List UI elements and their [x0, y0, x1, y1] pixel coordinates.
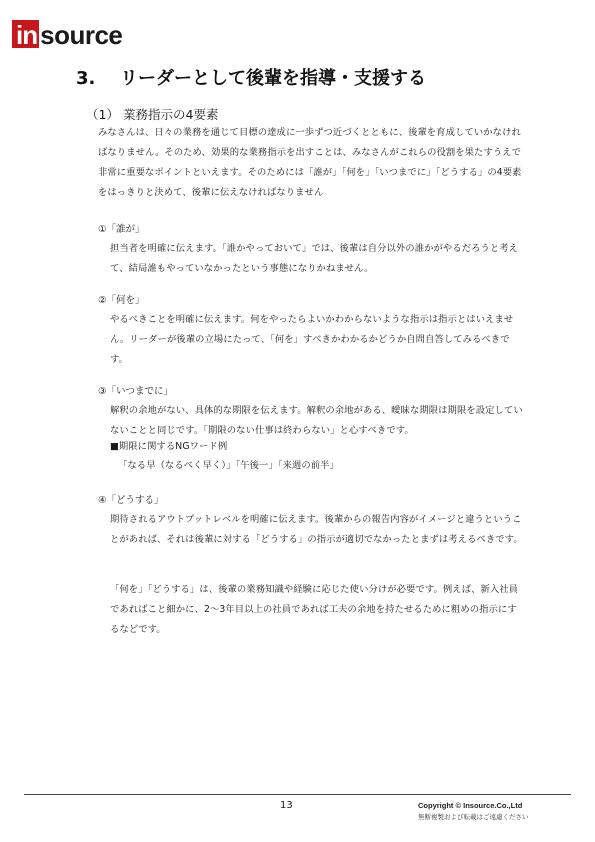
- item-who-label: ①「誰が」: [98, 224, 145, 235]
- subsection-number: （1）: [86, 107, 119, 122]
- reproduction-notice: 無断複製および転載はご遠慮ください: [418, 813, 529, 821]
- item-what-label: ②「何を」: [98, 295, 145, 306]
- item-when-text: 解釈の余地がない、具体的な期限を伝えます。解釈の余地がある、曖昧な期限は期限を設定していないことと同じです。「期限のない仕事は終わらない」と心すべきです。: [110, 405, 523, 436]
- subsection-title: [86, 105, 218, 123]
- section-number: 3.: [76, 68, 96, 89]
- section-title-text: リーダーとして後輩を指導・支援する: [120, 68, 426, 89]
- logo-in-text: in: [16, 20, 38, 50]
- item-how-label: ④「どうする」: [98, 495, 164, 506]
- item-who-text: 担当者を明確に伝えます。「誰かやっておいて」では、後輩は自分以外の誰かがやるだろうと考えて、結局誰もやっていなかったという事態になりかねません。: [110, 243, 519, 274]
- subsection-title-text: 業務指示の4要素: [123, 107, 219, 122]
- item-how-text: 期待されるアウトプットレベルを明確に伝えます。後輩からの報告内容がイメージと違うということがあれば、それは後輩に対する「どうする」の指示が適切でなかったとまずは考えるべきです。: [110, 514, 523, 545]
- logo-source-text: source: [40, 20, 123, 50]
- item-what-text: やるべきことを明確に伝えます。何をやったらよいかわからないような指示は指示とはいえません。リーダーが後輩の立場にたって、「何を」すべきかわかるかどうか自問自答してみるべきです。: [110, 314, 514, 365]
- closing-paragraph: 「何を」「どうする」は、後輩の業務知識や経験に応じた使い分けが必要です。例えば、新入社員であればこと細かに、2～3年目以上の社員であれば工夫の余地を持たせるために粗めの指示にするなどです。: [110, 584, 519, 635]
- item-when-label: ③「いつまでに」: [98, 386, 174, 397]
- intro-paragraph: みなさんは、日々の業務を通じて目標の達成に一歩ずつ近づくとともに、後輩を育成していかなければなりません。そのため、効果的な業務指示を出すことは、みなさんがこれらの役割を果たすうえで非常に重要なポイントといえます。そのためには「誰が」「何を」「いつまでに」「どうする」の4要素をはっきりと決めて、後輩に伝えなければなりません: [98, 127, 522, 198]
- page-number: 13: [280, 800, 293, 811]
- logo-red-box: [12, 20, 39, 48]
- insource-logo: [12, 20, 122, 48]
- ng-words-header: ■期限に関するNGワード例: [110, 441, 228, 452]
- ng-words-list: 「なる早（なるべく早く）」「午後一」「来週の前半」: [118, 460, 339, 471]
- footer-divider: [24, 794, 571, 795]
- copyright-text: Copyright © Insource.Co.,Ltd: [418, 801, 523, 810]
- section-title: [76, 64, 426, 90]
